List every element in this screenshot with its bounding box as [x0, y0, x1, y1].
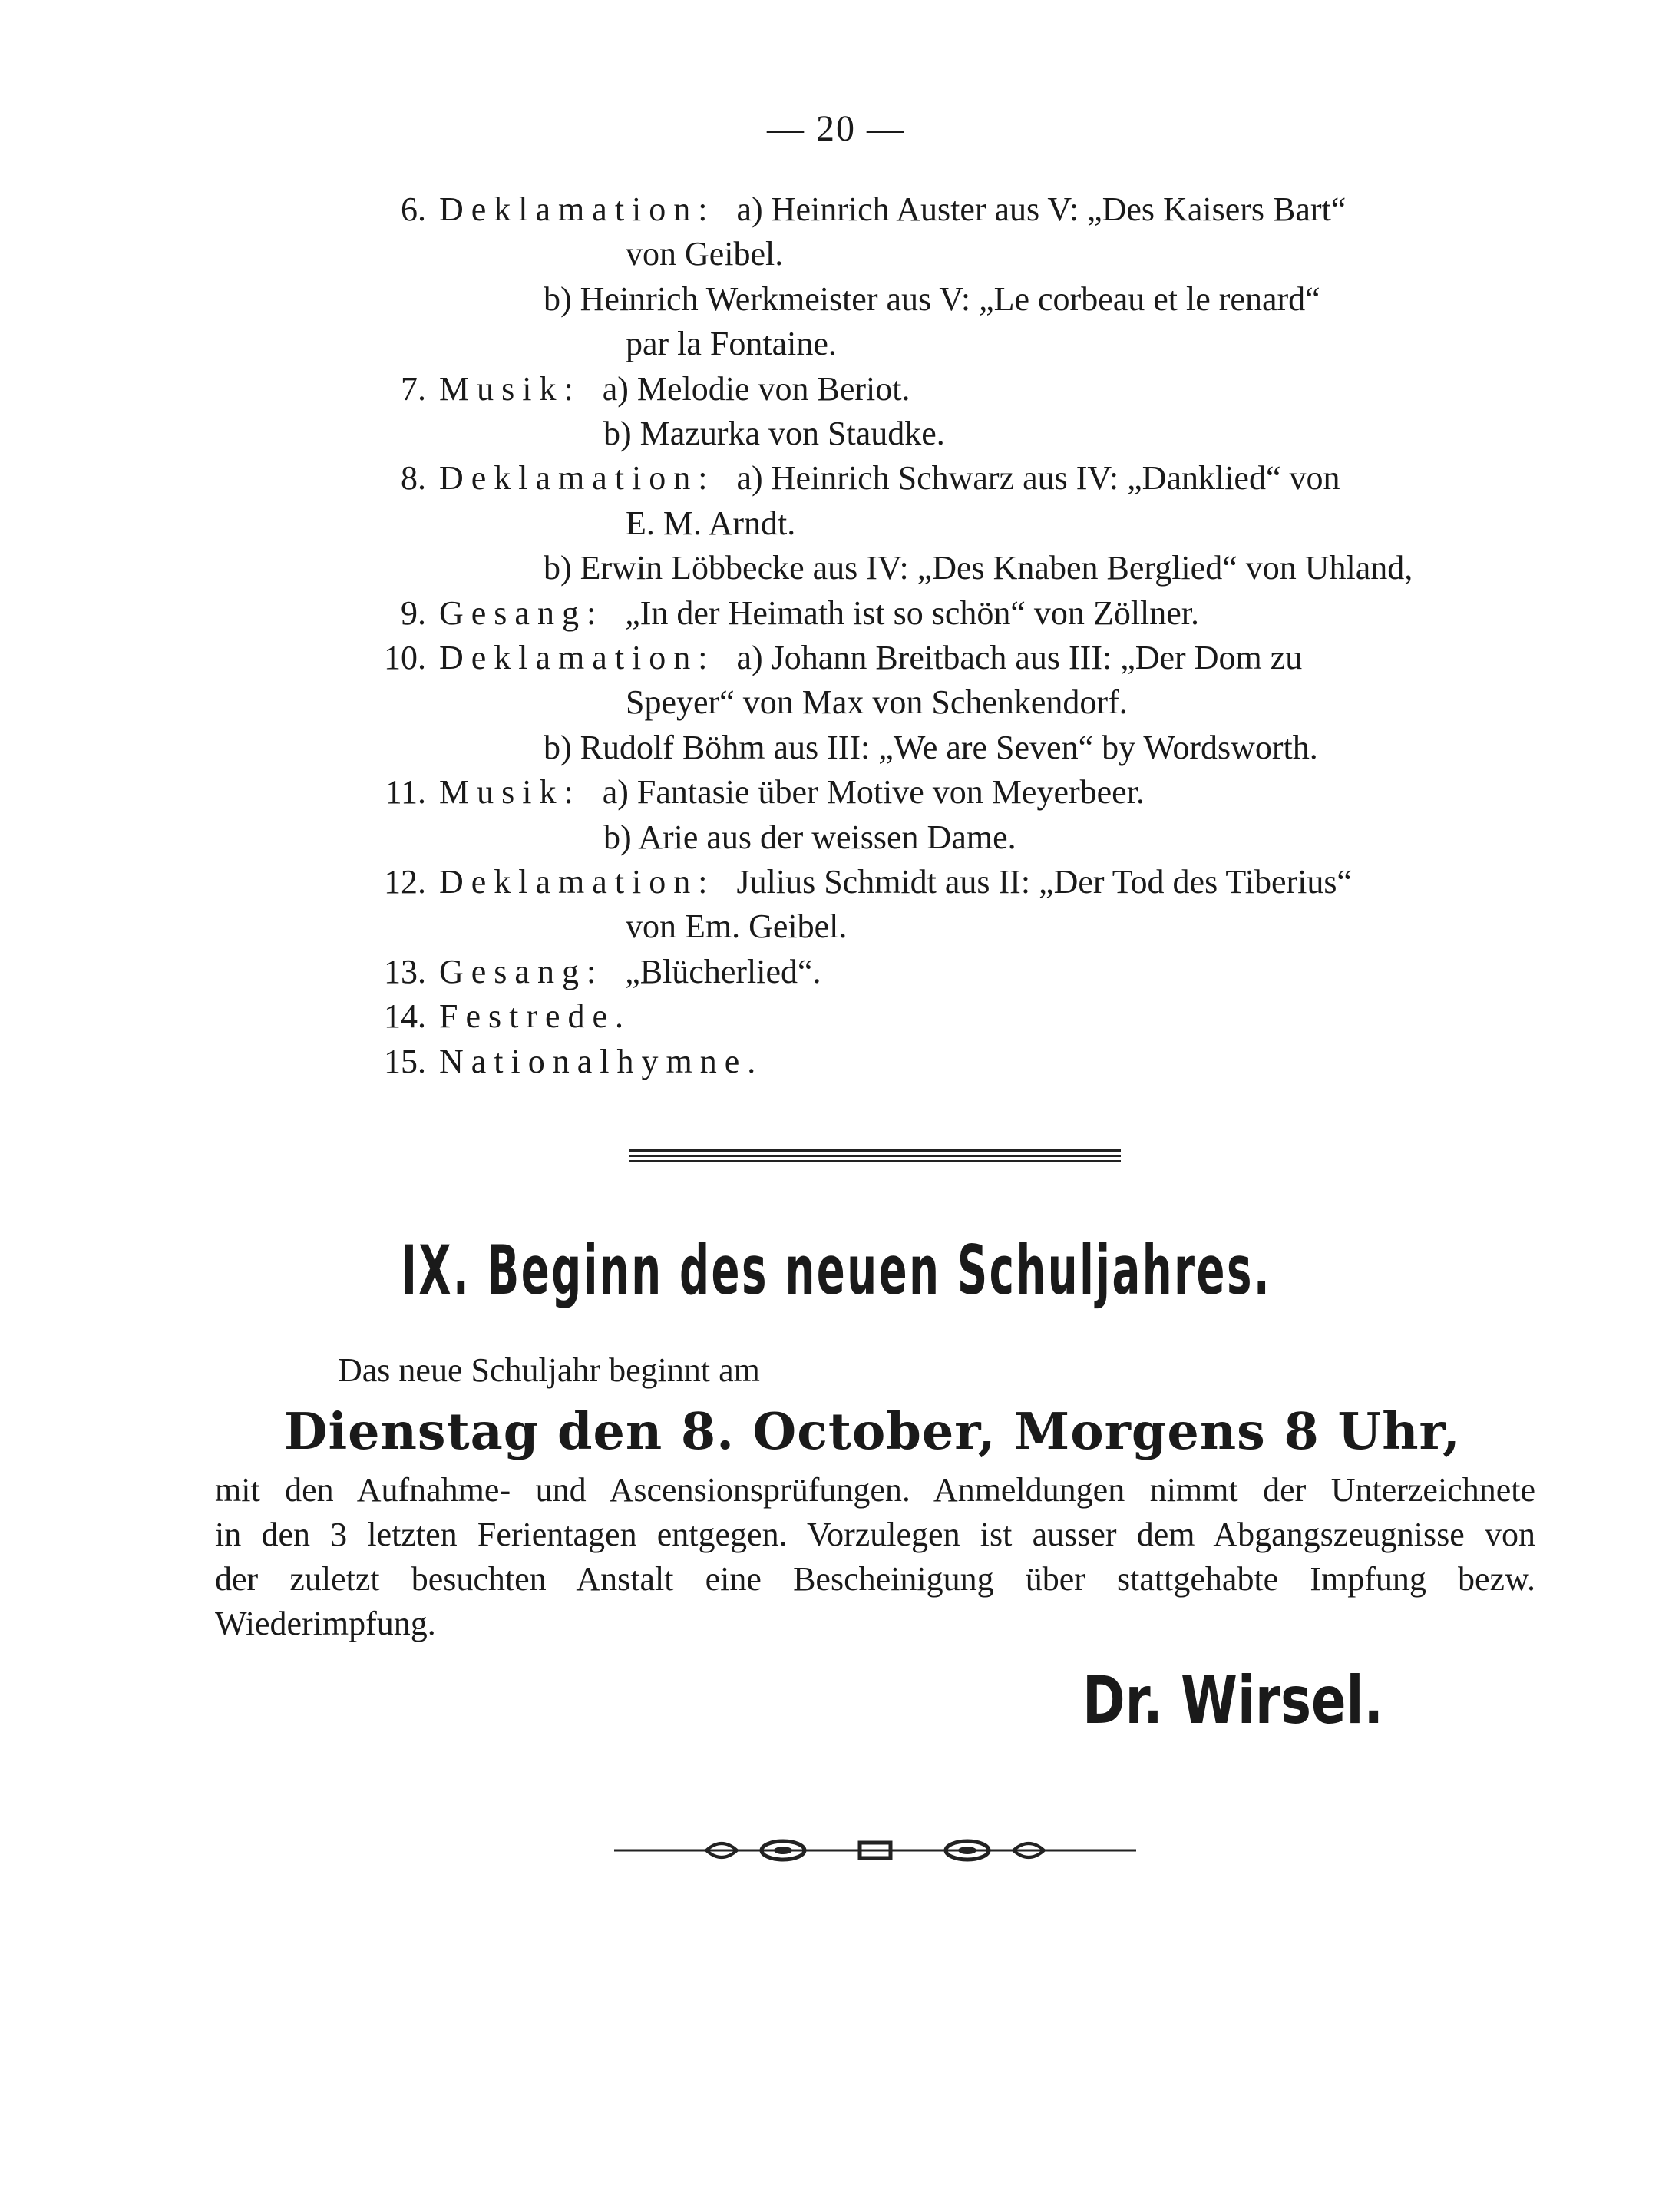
program-item-title: Musik:: [439, 369, 581, 408]
program-subitem: b) Erwin Löbbecke aus IV: „Des Knaben Berglied“ von Uhland,: [544, 549, 1413, 587]
school-start-date: Dienstag den 8. October, Morgens 8 Uhr,: [284, 1403, 1461, 1461]
program-item-number: 12.: [384, 863, 426, 901]
program-item-detail: a) Heinrich Auster aus V: „Des Kaisers Bart“: [736, 190, 1347, 228]
program-item-title: Gesang:: [439, 952, 604, 990]
program-subitem: b) Arie aus der weissen Dame.: [603, 818, 1016, 856]
program-item-detail: a) Johann Breitbach aus III: „Der Dom zu: [736, 639, 1303, 676]
intro-text: Das neue Schuljahr beginnt am: [338, 1351, 760, 1389]
program-subitem: b) Rudolf Böhm aus III: „We are Seven“ by Wordsworth.: [544, 728, 1318, 766]
program-item-detail: a) Melodie von Beriot.: [602, 369, 910, 408]
program-item-continuation: Speyer“ von Max von Schenkendorf.: [626, 683, 1128, 722]
program-item-title: Gesang:: [439, 594, 604, 632]
program-item-number: 15.: [384, 1042, 426, 1080]
program-item-detail: Julius Schmidt aus II: „Der Tod des Tiberius“: [736, 863, 1353, 901]
program-item-number: 6.: [401, 190, 426, 228]
program-item-number: 10.: [384, 639, 426, 676]
paragraph-line: der zuletzt besuchten Anstalt eine Bescheinigung über stattgehabte Impfung bezw.: [215, 1560, 1535, 1598]
program-item-title: Deklamation:: [439, 639, 715, 676]
program-item-continuation: von Geibel.: [626, 235, 784, 273]
program-subitem: b) Mazurka von Staudke.: [603, 415, 945, 452]
program-subitem: b) Heinrich Werkmeister aus V: „Le corbeau et le renard“: [544, 279, 1320, 318]
program-item-detail: a) Fantasie über Motive von Meyerbeer.: [602, 773, 1145, 812]
program-item-continuation: E. M. Arndt.: [626, 504, 796, 542]
section-heading: IX. Beginn des neuen Schuljahres.: [401, 1231, 1272, 1310]
program-item-number: 11.: [385, 773, 426, 812]
program-item-detail: „In der Heimath ist so schön“ von Zöllner.: [625, 594, 1200, 632]
program-item-number: 8.: [401, 459, 426, 498]
program-item-title: Nationalhymne.: [439, 1042, 764, 1080]
program-item-title: Deklamation:: [439, 190, 715, 228]
program-item-detail: „Blücherlied“.: [625, 952, 821, 990]
program-item-title: Deklamation:: [439, 459, 715, 498]
ornament-icon: [614, 1827, 1136, 1873]
program-item-continuation: par la Fontaine.: [626, 325, 837, 363]
program-item-detail: a) Heinrich Schwarz aus IV: „Danklied“ von: [736, 459, 1340, 498]
paragraph-line: in den 3 letzten Ferientagen entgegen. Vorzulegen ist ausser dem Abgangszeugnisse von: [215, 1516, 1535, 1553]
paragraph-line: mit den Aufnahme- und Ascensionsprüfungen. Anmeldungen nimmt der Unterzeichnete: [215, 1471, 1535, 1509]
program-item-number: 14.: [384, 997, 426, 1036]
program-item-number: 13.: [384, 952, 426, 990]
paragraph-line: Wiederimpfung.: [215, 1605, 436, 1642]
page-number: — 20 —: [767, 108, 905, 149]
registration-paragraph: [215, 1468, 1535, 1646]
program-item-number: 7.: [401, 369, 426, 408]
program-item-continuation: von Em. Geibel.: [626, 908, 848, 946]
program-item-number: 9.: [401, 594, 426, 632]
program-item-title: Musik:: [439, 773, 581, 812]
section-divider: [629, 1149, 1121, 1160]
program-item-title: Deklamation:: [439, 863, 715, 901]
signature: Dr. Wirsel.: [1082, 1662, 1383, 1739]
program-item-title: Festrede.: [439, 997, 632, 1036]
